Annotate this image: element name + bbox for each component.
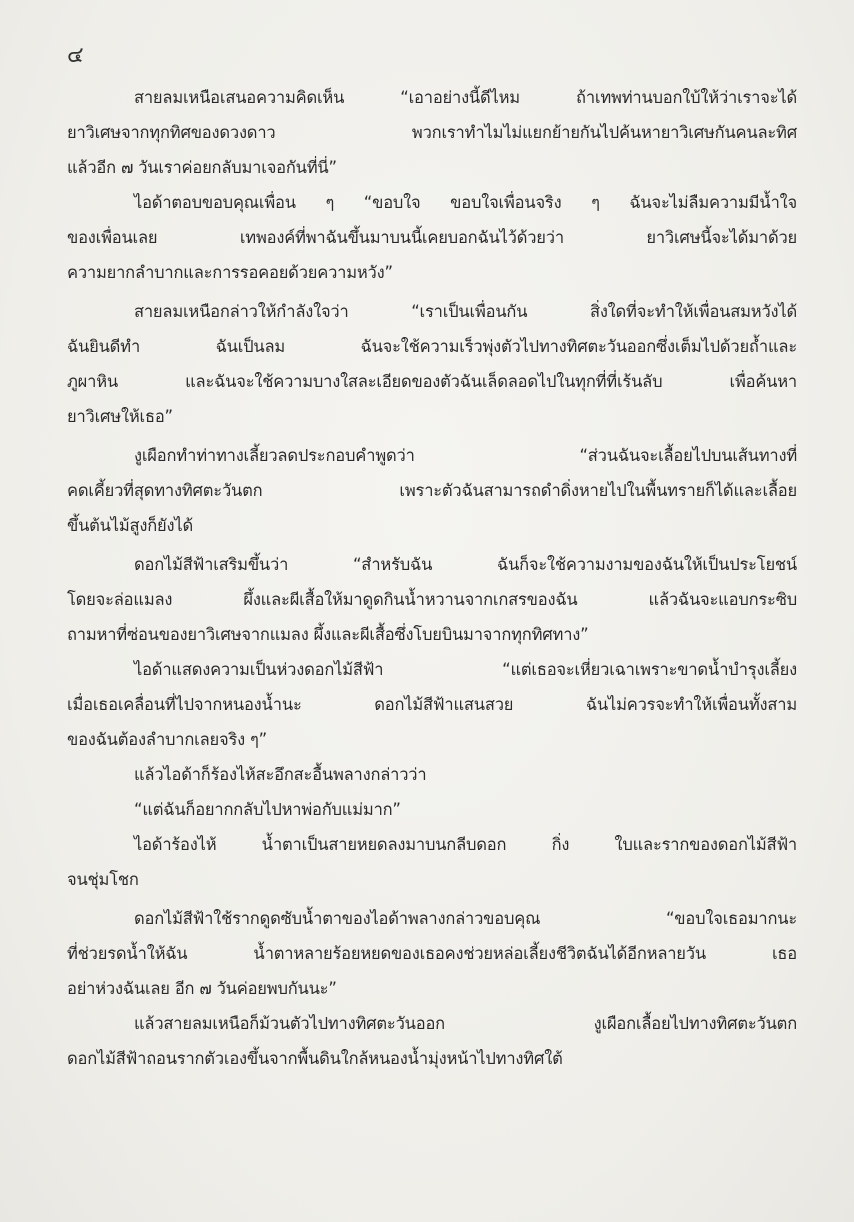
text-line: งูเผือกทำท่าทางเลี้ยวลดประกอบคำพูดว่า “ส่วนฉันจะเลื้อยไปบนเส้นทางที่ (134, 446, 797, 465)
text-line: แล้วสายลมเหนือก็ม้วนตัวไปทางทิศตะวันออก งูเผือกเลื้อยไปทางทิศตะวันตก (134, 1014, 797, 1033)
text-line: ดอกไม้สีฟ้าเสริมขึ้นว่า “สำหรับฉัน ฉันก็จะใช้ความงามของฉันให้เป็นประโยชน์ (134, 555, 797, 574)
text-line: แล้วอีก ๗ วันเราค่อยกลับมาเจอกันที่นี่” (67, 158, 337, 177)
text-line: จนชุ่มโชก (67, 870, 139, 889)
text-line: อย่าห่วงฉันเลย อีก ๗ วันค่อยพบกันนะ” (67, 979, 337, 998)
text-line: ไอด้าแสดงความเป็นห่วงดอกไม้สีฟ้า “แต่เธอจะเหี่ยวเฉาเพราะขาดน้ำบำรุงเลี้ยง (134, 660, 797, 679)
text-line: ที่ช่วยรดน้ำให้ฉัน น้ำตาหลายร้อยหยดของเธอคงช่วยหล่อเลี้ยงชีวิตฉันได้อีกหลายวัน เธอ (67, 944, 797, 963)
text-line: ขึ้นต้นไม้สูงก็ยังได้ (67, 516, 193, 535)
text-line: สายลมเหนือกล่าวให้กำลังใจว่า “เราเป็นเพื่อนกัน สิ่งใดที่จะทำให้เพื่อนสมหวังได้ (134, 302, 797, 321)
text-line: สายลมเหนือเสนอความคิดเห็น “เอาอย่างนี้ดีไหม ถ้าเทพท่านบอกใบ้ให้ว่าเราจะได้ (134, 88, 797, 107)
text-line: ไอด้าตอบขอบคุณเพื่อน ๆ “ขอบใจ ขอบใจเพื่อนจริง ๆ ฉันจะไม่ลืมความมีน้ำใจ (134, 193, 797, 212)
text-line: เมื่อเธอเคลื่อนที่ไปจากหนองน้ำนะ ดอกไม้สีฟ้าแสนสวย ฉันไม่ควรจะทำให้เพื่อนทั้งสาม (67, 695, 797, 714)
story-text (67, 88, 797, 1069)
page-number: ๔ (67, 43, 84, 68)
text-line: คดเคี้ยวที่สุดทางทิศตะวันตก เพราะตัวฉันสามารถดำดิ่งหายไปในพื้นทรายก็ได้และเลื้อย (67, 481, 797, 500)
text-line: ยาวิเศษให้เธอ” (67, 407, 173, 426)
text-line: โดยจะล่อแมลง ผึ้งและผีเสื้อให้มาดูดกินน้ำหวานจากเกสรของฉัน แล้วฉันจะแอบกระซิบ (67, 590, 797, 609)
text-line: ยาวิเศษจากทุกทิศของดวงดาว พวกเราทำไมไม่แยกย้ายกันไปค้นหายาวิเศษกันคนละทิศ (67, 123, 797, 142)
text-line: ดอกไม้สีฟ้าใช้รากดูดซับน้ำตาของไอด้าพลางกล่าวขอบคุณ “ขอบใจเธอมากนะ (134, 909, 797, 928)
text-line: ความยากลำบากและการรอคอยด้วยความหวัง” (67, 263, 393, 282)
text-line: “แต่ฉันก็อยากกลับไปหาพ่อกับแม่มาก” (134, 800, 401, 819)
text-line: ของฉันต้องลำบากเลยจริง ๆ” (67, 730, 268, 749)
text-line: ฉันยินดีทำ ฉันเป็นลม ฉันจะใช้ความเร็วพุ่งตัวไปทางทิศตะวันออกซึ่งเต็มไปด้วยถ้ำและ (67, 337, 797, 356)
text-line: ของเพื่อนเลย เทพองค์ที่พาฉันขึ้นมาบนนี้เคยบอกฉันไว้ด้วยว่า ยาวิเศษนี้จะได้มาด้วย (67, 228, 797, 247)
text-line: ดอกไม้สีฟ้าถอนรากตัวเองขึ้นจากพื้นดินใกล้หนองน้ำมุ่งหน้าไปทางทิศใต้ (67, 1049, 563, 1068)
text-line: ถามหาที่ซ่อนของยาวิเศษจากแมลง ผึ้งและผีเสื้อซึ่งโบยบินมาจากทุกทิศทาง” (67, 625, 589, 644)
text-line: ไอด้าร้องไห้ น้ำตาเป็นสายหยดลงมาบนกลีบดอก กิ่ง ใบและรากของดอกไม้สีฟ้า (134, 835, 797, 854)
text-line: แล้วไอด้าก็ร้องไห้สะอึกสะอื้นพลางกล่าวว่า (134, 765, 427, 784)
text-line: ภูผาหิน และฉันจะใช้ความบางใสละเอียดของตัวฉันเล็ดลอดไปในทุกที่ที่เร้นลับ เพื่อค้นหา (67, 372, 797, 391)
